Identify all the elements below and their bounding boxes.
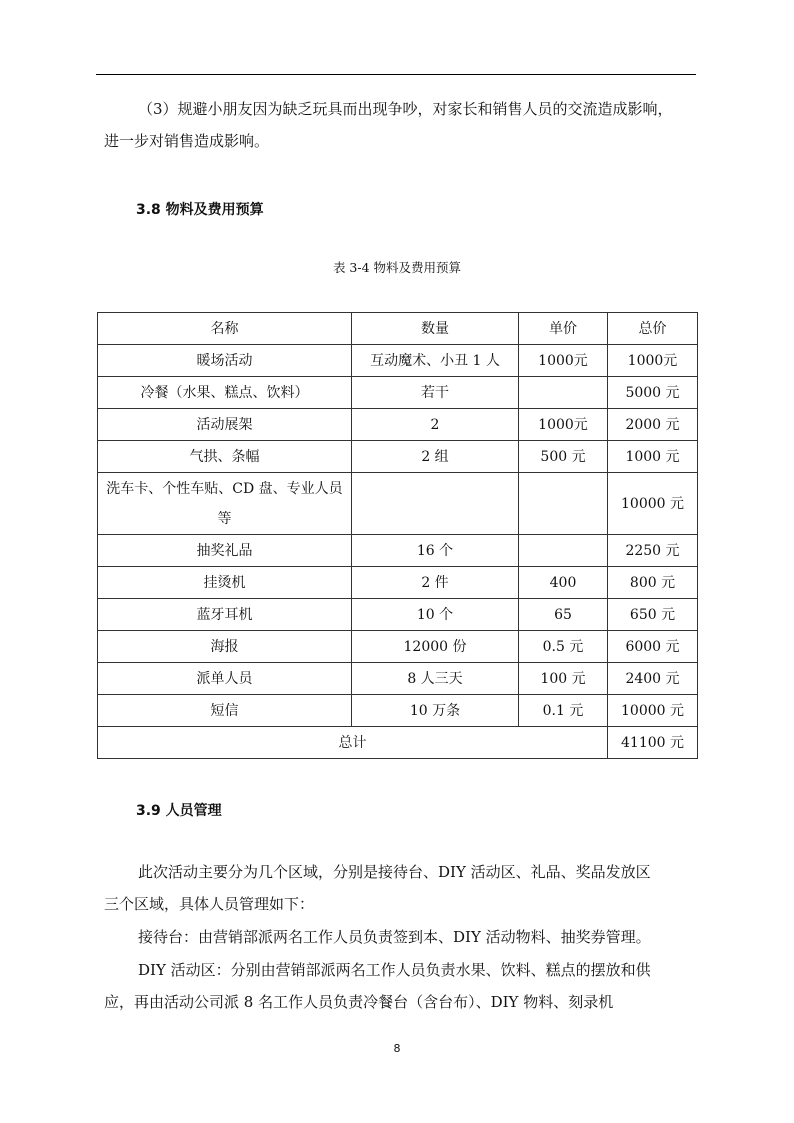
- cell-unit-price: 400: [519, 567, 608, 599]
- paragraph-3-line-2: 应，再由活动公司派 8 名工作人员负责冷餐台（含台布）、DIY 物料、刻录机: [104, 993, 614, 1011]
- cell-name: 活动展架: [98, 409, 352, 441]
- paragraph-1-line-2: 三个区域，具体人员管理如下：: [104, 895, 315, 913]
- cell-total-price: 650 元: [608, 599, 698, 631]
- cell-unit-price: 65: [519, 599, 608, 631]
- header-quantity: 数量: [352, 313, 519, 345]
- header-name: 名称: [98, 313, 352, 345]
- cell-unit-price: 500 元: [519, 441, 608, 473]
- header-unit-price: 单价: [519, 313, 608, 345]
- paragraph-1-line-1: 此次活动主要分为几个区域，分别是接待台、DIY 活动区、礼品、奖品发放区: [138, 863, 651, 881]
- cell-quantity: 若干: [352, 377, 519, 409]
- table-header-row: [98, 313, 698, 345]
- table-row: [98, 409, 698, 441]
- cell-name: 短信: [98, 695, 352, 727]
- table-row: [98, 345, 698, 377]
- cell-quantity: 10 个: [352, 599, 519, 631]
- cell-total-price: 10000 元: [608, 473, 698, 535]
- cell-unit-price: [519, 473, 608, 535]
- cell-name: 气拱、条幅: [98, 441, 352, 473]
- table-total-row: [98, 727, 698, 759]
- table-row: [98, 695, 698, 727]
- cell-quantity: 2 件: [352, 567, 519, 599]
- table-row: [98, 377, 698, 409]
- cell-name: 派单人员: [98, 663, 352, 695]
- cell-total-price: 2250 元: [608, 535, 698, 567]
- table-row: [98, 441, 698, 473]
- cell-total-price: 2400 元: [608, 663, 698, 695]
- cell-total-price: 1000 元: [608, 441, 698, 473]
- table-row: [98, 535, 698, 567]
- cell-total-price: 5000 元: [608, 377, 698, 409]
- cell-quantity: 16 个: [352, 535, 519, 567]
- cell-unit-price: [519, 377, 608, 409]
- section-3-8-heading: 3.8 物料及费用预算: [136, 202, 264, 218]
- table-row: [98, 567, 698, 599]
- table-caption: 表 3-4 物料及费用预算: [332, 260, 462, 275]
- cell-unit-price: 0.1 元: [519, 695, 608, 727]
- cell-name: 冷餐（水果、糕点、饮料）: [98, 377, 352, 409]
- budget-table: [97, 312, 698, 759]
- cell-total-price: 6000 元: [608, 631, 698, 663]
- table-row: [98, 663, 698, 695]
- cell-total-price: 800 元: [608, 567, 698, 599]
- cell-quantity: 12000 份: [352, 631, 519, 663]
- cell-unit-price: 100 元: [519, 663, 608, 695]
- cell-name: 抽奖礼品: [98, 535, 352, 567]
- table-row: [98, 473, 698, 535]
- cell-unit-price: 1000元: [519, 345, 608, 377]
- cell-name: 海报: [98, 631, 352, 663]
- cell-quantity: 2 组: [352, 441, 519, 473]
- cell-unit-price: [519, 535, 608, 567]
- page-number: 8: [393, 1042, 401, 1055]
- intro-line-2: 进一步对销售造成影响。: [104, 132, 270, 150]
- total-value: 41100 元: [608, 727, 698, 759]
- cell-total-price: 2000 元: [608, 409, 698, 441]
- paragraph-3-line-1: DIY 活动区：分别由营销部派两名工作人员负责水果、饮料、糕点的摆放和供: [138, 961, 651, 979]
- header-total-price: 总价: [608, 313, 698, 345]
- cell-quantity: 2: [352, 409, 519, 441]
- cell-quantity: 8 人三天: [352, 663, 519, 695]
- cell-quantity: 互动魔术、小丑 1 人: [352, 345, 519, 377]
- table-row: [98, 599, 698, 631]
- cell-name: 洗车卡、个性车贴、CD 盘、专业人员等: [98, 473, 352, 535]
- intro-line-1: （3）规避小朋友因为缺乏玩具而出现争吵，对家长和销售人员的交流造成影响，: [138, 100, 673, 118]
- total-label: 总计: [98, 727, 608, 759]
- cell-name: 暖场活动: [98, 345, 352, 377]
- paragraph-2: 接待台：由营销部派两名工作人员负责签到本、DIY 活动物料、抽奖券管理。: [138, 928, 651, 946]
- cell-quantity: 10 万条: [352, 695, 519, 727]
- cell-name: 挂烫机: [98, 567, 352, 599]
- cell-total-price: 1000元: [608, 345, 698, 377]
- cell-unit-price: 0.5 元: [519, 631, 608, 663]
- cell-unit-price: 1000元: [519, 409, 608, 441]
- table-row: [98, 631, 698, 663]
- section-3-9-heading: 3.9 人员管理: [136, 803, 222, 819]
- cell-quantity: [352, 473, 519, 535]
- header-rule: [96, 74, 696, 75]
- cell-total-price: 10000 元: [608, 695, 698, 727]
- cell-name: 蓝牙耳机: [98, 599, 352, 631]
